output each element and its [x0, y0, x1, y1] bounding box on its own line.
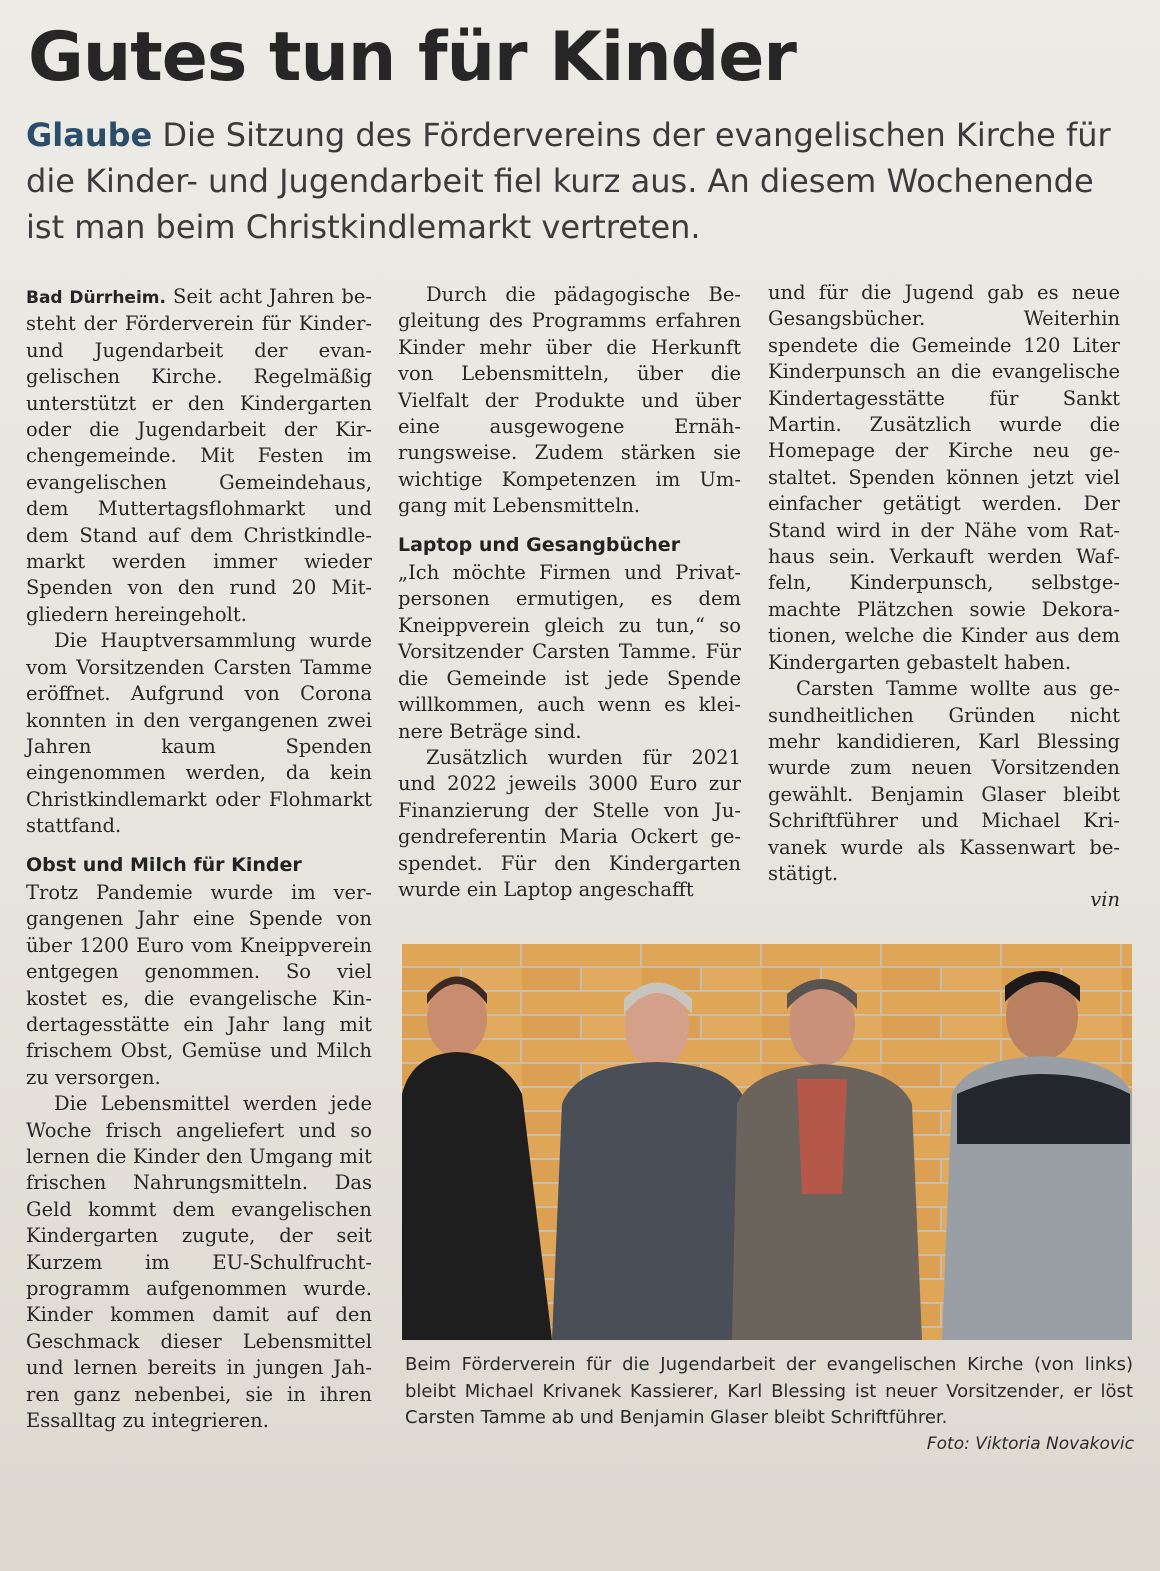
- author-initials: vin: [1090, 888, 1120, 912]
- paragraph: Trotz Pandemie wurde im vergangenen Jahr eine Spende von über 1200 Euro vom Kneippverein entgegen genommen. So viel kostet es, die evangelische Kindertagesstätte ein Jahr lang mit frischem Obst, Gemüse und Milch zu versorgen.: [26, 880, 372, 1089]
- headline: Gutes tun für Kinder: [28, 18, 796, 97]
- column-3: [768, 280, 1120, 914]
- photo-caption: Beim Förderverein für die Jugendarbeit der evangelischen Kirche (von links) bleibt Michael Krivanek Kassierer, Karl Blessing ist neuer Vorsitzender, er löst Carsten Tamme ab und Benjamin Glaser bleibt Schriftführer.: [405, 1354, 1133, 1428]
- paragraph: Die Lebensmittel werden jede Woche frisch angeliefert und so lernen die Kinder den Umgang mit frischen Nahrungsmitteln. Das Geld kommt dem evangelischen Kindergarten zugute, der seit Kurzem im EU-Schulfruchtprogramm aufgenommen wurde. Kinder kommen damit auf den Geschmack dieser Lebensmittel und lernen bereits in jungen Jahren ganz nebenbei, sie in ihren Essalltag zu integrieren.: [26, 1092, 372, 1433]
- paragraph: Die Hauptversammlung wurde vom Vorsitzenden Carsten Tamme eröffnet. Aufgrund von Corona konnten in den vergangenen zwei Jahren kaum Spenden eingenommen werden, da kein Christkindlemarkt oder Flohmarkt stattfand.: [26, 629, 372, 838]
- paragraph: Carsten Tamme wollte aus gesundheitlichen Gründen nicht mehr kandidieren, Karl Blessing wurde zum neuen Vorsitzenden gewählt. Benjamin Glaser bleibt Schriftführer und Michael Krivanek wurde als Kassenwart bestätigt.: [768, 677, 1120, 885]
- group-photo-illustration: [402, 944, 1132, 1340]
- paragraph: Zusätzlich wurden für 2021 und 2022 jeweils 3000 Euro zur Finanzierung der Stelle von Jugendreferentin Maria Ockert gespendet. Für den Kindergarten wurde ein Laptop angeschafft: [398, 745, 741, 901]
- deck: [26, 112, 1126, 250]
- deck-text: Die Sitzung des Fördervereins der evangelischen Kirche für die Kinder- und Jugendarbeit fiel kurz aus. An diesem Wochenende ist man beim Christkindlemarkt vertreten.: [26, 116, 1111, 246]
- paragraph: und für die Jugend gab es neue Gesangsbücher. Weiterhin spendete die Gemeinde 120 Liter Kinderpunsch an die evangelische Kindertagesstätte für Sankt Martin. Zusätzlich wurde die Homepage der Kirche neu gestaltet. Spenden können jetzt viel einfacher getätigt werden. Der Stand wird in der Nähe vom Rathaus sein. Verkauft werden Waffeln, Kinderpunsch, selbstgemachte Plätzchen sowie Dekorationen, welche die Kinder aus dem Kindergarten gebastelt haben.: [768, 281, 1120, 674]
- kicker: Glaube: [26, 116, 153, 154]
- paragraph: [26, 284, 372, 628]
- paragraph: Durch die pädagogische Begleitung des Programms erfahren Kinder mehr über die Herkunft von Lebensmitteln, über die Vielfalt der Produkte und über eine ausgewogene Ernährungsweise. Zudem stärken sie wichtige Kompetenzen im Umgang mit Lebensmitteln.: [398, 283, 741, 518]
- column-1: [26, 284, 372, 1434]
- photo-credit: Foto: Viktoria Novakovic: [926, 1434, 1134, 1454]
- paragraph: „Ich möchte Firmen und Privatpersonen ermutigen, es dem Kneippverein gleich zu tun,“ so Vorsitzender Carsten Tamme. Für die Gemeinde ist jede Spende willkommen, auch wenn es kleinere Beträge sind.: [398, 561, 741, 743]
- paragraph-text: Seit acht Jahren besteht der Förderverein für Kinder- und Jugendarbeit der evangelischen Kirche. Regelmäßig unterstützt er den Kindergarten oder die Jugendarbeit der Kirchengemeinde. Mit Festen im evangelischen Gemeindehaus, dem Muttertagsflohmarkt und dem Stand auf dem Christkindlemarkt werden immer wieder Spenden von den rund 20 Mitgliedern hereingeholt.: [26, 285, 372, 626]
- subheading: Laptop und Gesangbücher: [398, 533, 681, 556]
- group-photo: [402, 944, 1132, 1340]
- subheading: Obst und Milch für Kinder: [26, 853, 302, 876]
- column-2: [398, 282, 741, 903]
- dateline: Bad Dürrheim.: [26, 288, 166, 308]
